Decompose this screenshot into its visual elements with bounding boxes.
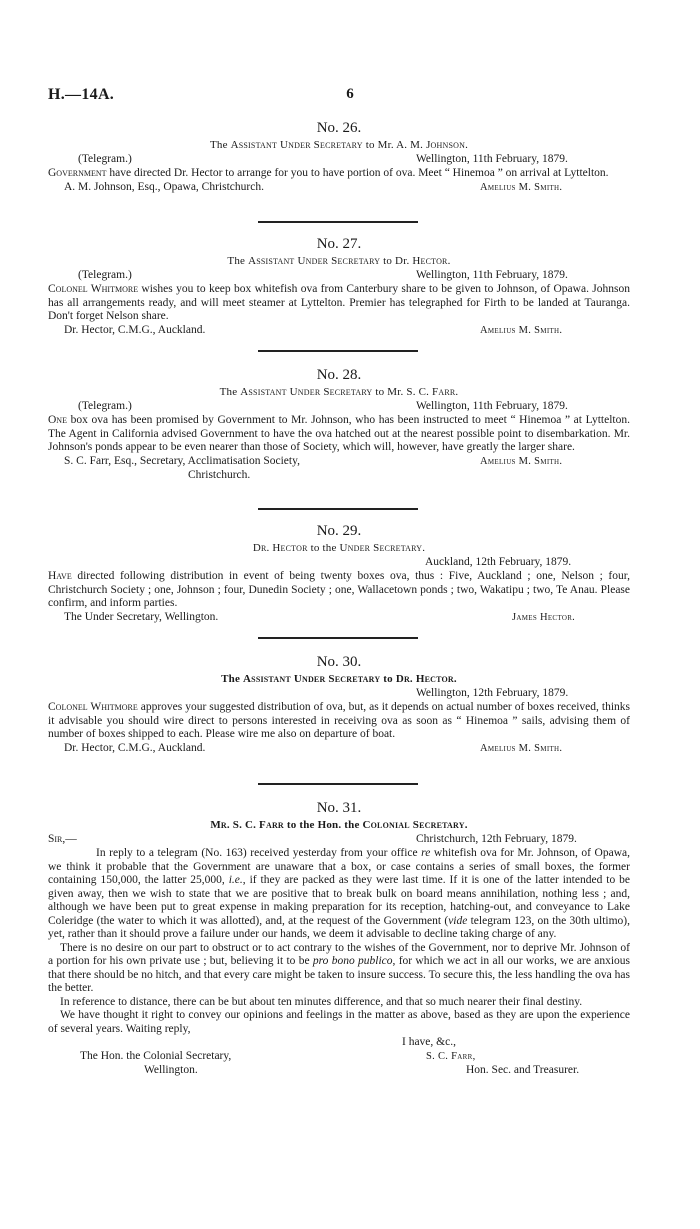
section-number: No. 28. [316,367,362,383]
signature-title-line [48,1064,630,1078]
section-no-29 [48,521,630,625]
section-number: No. 30. [316,654,362,670]
letter-paragraph-4: We have thought it right to convey our opinions and feelings in the matter as above, based as they are upon the experience of several years. Waiting reply, [48,1009,630,1035]
signature-line [48,1050,630,1064]
section-title: The Assistant Under Secretary to Dr. Hector. [221,673,457,685]
addressee: The Under Secretary, Wellington. [64,610,219,623]
section-title: Dr. Hector to the Under Secretary. [252,542,426,554]
signature-line [48,611,630,625]
section-no-27 [48,234,630,338]
section-number: No. 26. [316,120,362,136]
telegram-label: (Telegram.) [78,153,132,165]
signature-line [48,324,630,338]
message-body: Have directed following distribution in event of being twenty boxes ova, thus : Five, Auckland ; one, Nelson ; four, Christchurch Society ; one, Johnson ; four, Dunedin Society ; one, Wallacetown ponds ; two, Wakatipu ; two, Te Anau. Please confirm, and inform parties. [48,570,630,609]
section-no-30 [48,652,630,756]
signature: S. C. Farr, [426,1051,476,1062]
address-line-2 [48,469,630,483]
signature: Amelius M. Smith. [480,455,563,467]
page-reference: H.—14A. [48,86,115,103]
addressee: S. C. Farr, Esq., Secretary, Acclimatisation Society, [64,454,300,467]
section-divider [258,783,418,785]
section-no-31 [48,798,630,1078]
signature-line [48,181,630,195]
telegram-line [48,269,630,283]
page-number: 6 [346,86,354,102]
salutation-row [48,833,630,847]
letter-paragraph-3: In reference to distance, there can be but about ten minutes difference, and that so much nearer their final destiny. [60,995,583,1008]
letter-paragraph-2: There is no desire on our part to obstruct or to act contrary to the wishes of the Government, nor to deprive Mr. Johnson of a portion for his own private use ; but, believing it to be pro bono publico, for which we act in all our works, we are anxious that there should be no hitch, and that every care might be taken to insure success. To secure this, the less handling the ova has the better. [48,941,631,994]
section-divider [258,637,418,639]
section-divider [258,508,418,510]
signature-line [48,455,630,469]
date-line: Wellington, 11th February, 1879. [416,153,568,165]
section-number: No. 31. [316,800,362,816]
section-number: No. 29. [316,523,362,539]
signature: James Hector. [512,611,576,623]
addressee: The Hon. the Colonial Secretary, [80,1050,232,1062]
addressee: A. M. Johnson, Esq., Opawa, Christchurch. [64,180,264,193]
signature-title: Hon. Sec. and Treasurer. [466,1064,580,1076]
letter-paragraph-1: In reply to a telegram (No. 163) received yesterday from your office re whitefish ova for Mr. Johnson, of Opawa, we think it probable that the Government are unaware that a box, or case contains a series of small boxes, the former containing 150,000, the latter 25,000, i.e., if they are packed as they were last time. If it is one of the latter intended to be given away, then we wish to state that we are positive that to break bulk on board means annihilation, nothing less ; and, although we have been put to great expense in making preparation for its reception, hatching-out, and conveyance to Lake Coleridge (the water to which it was allotted), and, at the request of the Government (vide telegram 123, on the 30th ultimo), yet, rather than it should prove a failure under our hands, we deem it advisable to decline taking charge of any. [48,847,631,940]
message-body: Colonel Whitmore wishes you to keep box whitefish ova from Canterbury share to be given to Johnson, of Opawa. Johnson has all arrangements ready, and will meet steamer at Lyttelton. Premier has telegraphed for Firth to be landed at Tauranga. Don't forget Nelson share. [48,283,630,322]
message-body: Government have directed Dr. Hector to arrange for you to have portion of ova. Meet “ Hinemoa ” on arrival at Lyttelton. [48,167,609,179]
section-divider [258,350,418,352]
message-body: One box ova has been promised by Government to Mr. Johnson, who has been instructed to meet “ Hinemoa ” at Lyttelton. The Agent in California advised Government to have the ova hatched out at the nearest possible point to disembarkation. Mr. Johnson's ponds appear to be even nearer than those of Society, which will, however, have greatly the larger share. [48,414,630,453]
addressee-city: Wellington. [144,1064,198,1076]
telegram-label: (Telegram.) [78,269,132,281]
salutation: Sir,— [48,833,77,845]
section-no-26 [48,118,630,195]
signature-line [48,742,630,756]
date-line: Christchurch, 12th February, 1879. [416,833,577,845]
addressee-city: Christchurch. [188,468,251,481]
section-title: Mr. S. C. Farr to the Hon. the Colonial Secretary. [210,819,468,831]
message-body: Colonel Whitmore approves your suggested distribution of ova, but, as it depends on actual number of boxes received, thinks it advisable you should wire direct to persons interested in receiving ova as soon as “ Hinemoa ” sails, advising them of number of boxes shipped to each. Please wire me also on departure of boat. [48,701,630,740]
section-divider [258,221,418,223]
addressee: Dr. Hector, C.M.G., Auckland. [64,323,206,336]
signature: Amelius M. Smith. [480,742,563,754]
telegram-label: (Telegram.) [78,400,132,412]
section-title: The Assistant Under Secretary to Dr. Hector. [227,255,451,267]
date-line: Auckland, 12th February, 1879. [425,556,572,568]
section-number: No. 27. [316,236,362,252]
signature: Amelius M. Smith. [480,324,563,336]
date-line: Wellington, 11th February, 1879. [416,400,568,412]
section-title: The Assistant Under Secretary to Mr. S. C. Farr. [219,386,459,398]
closing-row [48,1036,630,1050]
telegram-line [48,153,630,167]
addressee: Dr. Hector, C.M.G., Auckland. [64,741,206,754]
date-line: Wellington, 12th February, 1879. [416,687,569,699]
section-no-28 [48,365,630,483]
telegram-line [48,400,630,414]
date-line: Wellington, 11th February, 1879. [416,269,568,281]
date-row [48,556,630,570]
closing: I have, &c., [402,1036,456,1048]
section-title: The Assistant Under Secretary to Mr. A. M. Johnson. [209,139,469,151]
date-row [48,687,630,701]
signature: Amelius M. Smith. [480,181,563,193]
